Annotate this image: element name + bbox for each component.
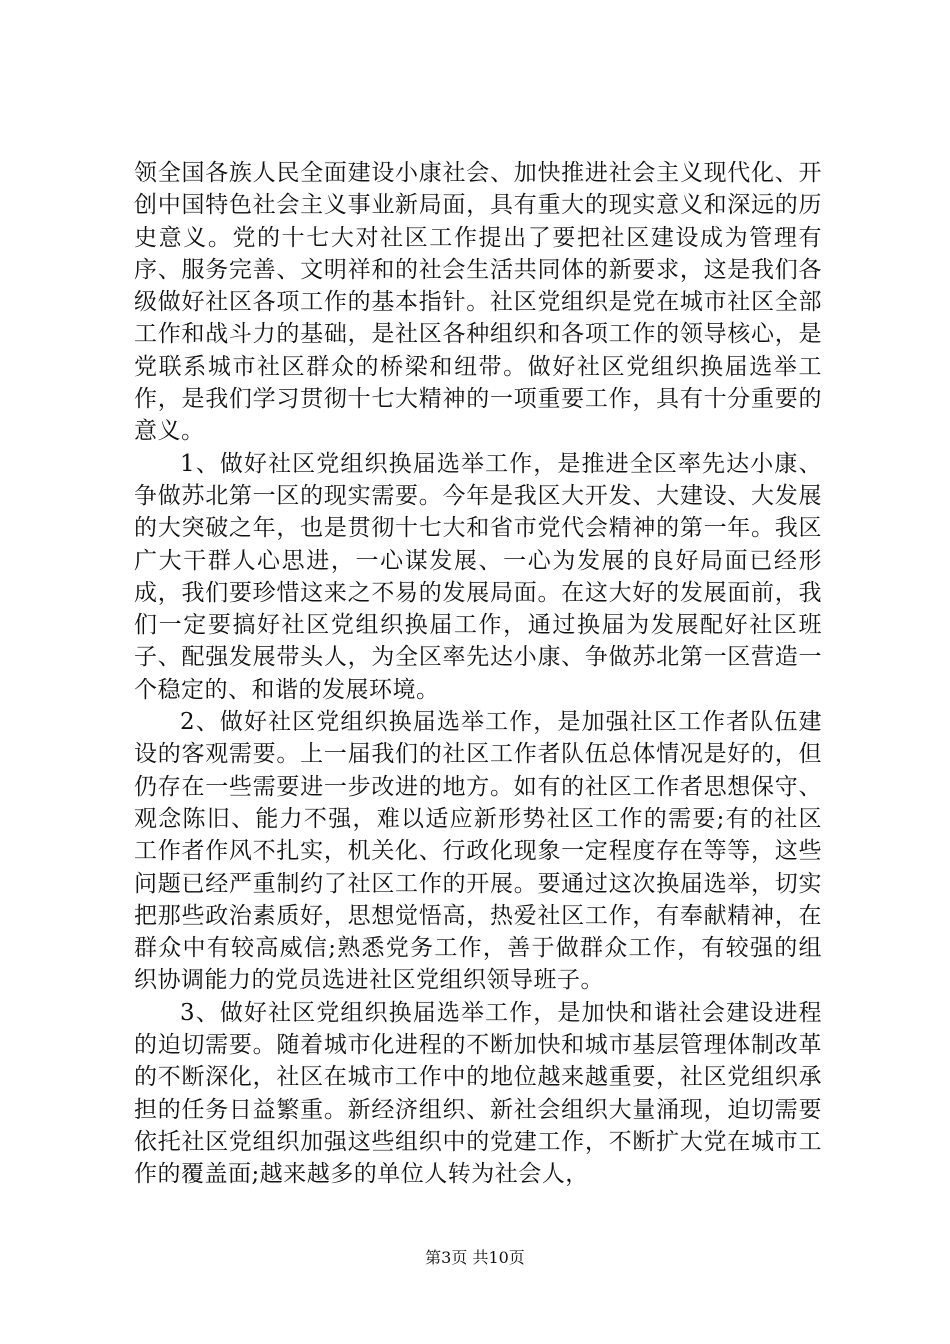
paragraph-continuation: 领全国各族人民全面建设小康社会、加快推进社会主义现代化、开创中国特色社会主义事业新局面，具有重大的现实意义和深远的历史意义。党的十七大对社区工作提出了要把社区建设成为管理有序、服务完善、文明祥和的社会生活共同体的新要求，这是我们各级做好社区各项工作的基本指针。社区党组织是党在城市社区全部工作和战斗力的基础，是社区各种组织和各项工作的领导核心，是党联系城市社区群众的桥梁和纽带。做好社区党组织换届选举工作，是我们学习贯彻十七大精神的一项重要工作，具有十分重要的意义。 (134, 160, 822, 445)
document-body (134, 157, 822, 1191)
page-footer: 第3页 共10页 (425, 1248, 525, 1267)
paragraph-point-2: 2、做好社区党组织换届选举工作，是加强社区工作者队伍建设的客观需要。上一届我们的社区工作者队伍总体情况是好的，但仍存在一些需要进一步改进的地方。如有的社区工作者思想保守、观念陈旧、能力不强，难以适应新形势社区工作的需要;有的社区工作者作风不扎实，机关化、行政化现象一定程度存在等等，这些问题已经严重制约了社区工作的开展。要通过这次换届选举，切实把那些政治素质好，思想觉悟高，热爱社区工作，有奉献精神，在群众中有较高威信;熟悉党务工作，善于做群众工作，有较强的组织协调能力的党员选进社区党组织领导班子。 (134, 709, 822, 994)
paragraph-point-1: 1、做好社区党组织换届选举工作，是推进全区率先达小康、争做苏北第一区的现实需要。今年是我区大开发、大建设、大发展的大突破之年，也是贯彻十七大和省市党代会精神的第一年。我区广大干群人心思进，一心谋发展、一心为发展的良好局面已经形成，我们要珍惜这来之不易的发展局面。在这大好的发展面前，我们一定要搞好社区党组织换届工作，通过换届为发展配好社区班子、配强发展带头人，为全区率先达小康、争做苏北第一区营造一个稳定的、和谐的发展环境。 (134, 450, 822, 703)
paragraph-point-3: 3、做好社区党组织换届选举工作，是加快和谐社会建设进程的迫切需要。随着城市化进程的不断加快和城市基层管理体制改革的不断深化，社区在城市工作中的地位越来越重要，社区党组织承担的任务日益繁重。新经济组织、新社会组织大量涌现，迫切需要依托社区党组织加强这些组织中的党建工作，不断扩大党在城市工作的覆盖面;越来越多的单位人转为社会人， (134, 999, 822, 1188)
